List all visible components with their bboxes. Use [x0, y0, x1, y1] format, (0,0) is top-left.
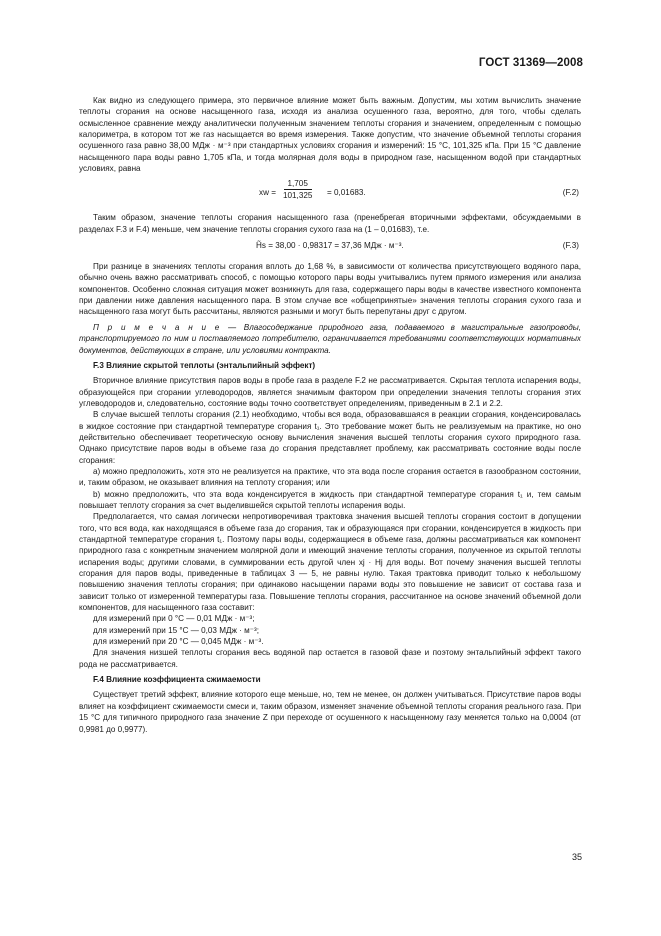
fraction [283, 178, 312, 201]
fraction-numerator: 1,705 [284, 178, 312, 190]
paragraph: Таким образом, значение теплоты сгорания насыщенного газа (пренебрегая вторичными эффектами, обсуждаемыми в разделах F.3 и F.4) меньше, чем значение теплоты сгорания сухого газа на (1 – 0,01683), т.е. [79, 213, 581, 234]
fraction-denominator: 101,325 [283, 191, 313, 201]
list-item-a: а) можно предположить, хотя это не реализуется на практике, что эта вода после сгорания остается в газообразном состоянии, и, таким образом, не оказывает влияния на теплоту сгорания; или [79, 466, 581, 488]
paragraph: В случае высшей теплоты сгорания (2.1) необходимо, чтобы вся вода, образовавшаяся в реакции сгорания, конденсировалась в жидкое состояние при стандартной температуре сгорания t₁. Это требование может быть не реализуемым на практике, но оно действительно обеспечивает теоретическую основу вычисления значения высшей теплоты сгорания сухого природного газа. Однако присутствие паров воды в объеме газа до сгорания представляет проблему, как рассматривать состояние воды после сгорания: [79, 410, 581, 465]
list-item: для измерений при 15 °С — 0,03 МДж · м⁻³; [93, 625, 259, 635]
formula-f3 [79, 239, 581, 253]
formula-f2 [79, 178, 581, 208]
page-number: 35 [571, 852, 582, 862]
formula-variable: xw = [259, 188, 276, 198]
list-item-b: b) можно предположить, что эта вода конденсируется в жидкость при стандартной температуре сгорания t₁ и, тем самым повышает теплоту сгорания за счет выделившейся скрытой теплоты испарения воды. [79, 489, 581, 510]
formula-number: (F.2) [562, 188, 579, 198]
formula-result: = 0,01683. [327, 188, 366, 198]
note [79, 322, 581, 356]
paragraph: При разнице в значениях теплоты сгорания вплоть до 1,68 %, в зависимости от количества присутствующего водяного пара, обычно очень важно рассматривать способ, с помощью которого пары воды учитывались путем прямого измерения или анализа компонентов. Особенно сложная ситуация может возникнуть для газа, содержащего пары воды в качестве известного компонента при давлении ниже давления насыщенного пара. В этом случае все «общепринятые» значения теплоты сгорания сухого газа и насыщенного газа могут быть рассчитаны, являются разными и могут быть перепутаны друг с другом. [79, 262, 581, 317]
note-label: П р и м е ч а н и е — [93, 322, 238, 332]
section-heading-f4: F.4 Влияние коэффициента сжимаемости [93, 675, 261, 685]
paragraph: Существует третий эффект, влияние которого еще меньше, но, тем не менее, он должен учитываться. Присутствие паров воды влияет на коэффициент сжимаемости смеси и, таким образом, изменяет значение объемной теплоты сгорания реального газа. При 15 °С для типичного природного газа значение Z при переходе от осушенного к насыщенному газу меняется только на 0,0004 (от 0,9981 до 0,9977). [79, 690, 581, 734]
document-body [79, 95, 581, 735]
note-text: Влагосодержание природного газа, подаваемого в магистральные газопроводы, транспортируемого по ним и поставляемого потребителю, ограничивается требованиями соответствующих нормативных документов, действующих в стране, или условиями контракта. [79, 322, 582, 355]
paragraph: Предполагается, что самая логически непротиворечивая трактовка значения высшей теплоты сгорания состоит в допущении того, что вся вода, как находящаяся в объеме газа до сгорания, так и образующаяся при сгорании, конденсируется в жидкость при стандартной температуре сгорания t₁. Поэтому пары воды, содержащиеся в объеме газа, должны рассматриваться как компонент природного газа с конкретным значением молярной доли и имеющий значение теплоты сгорания, полученное из скрытой теплоты испарения воды; другими словами, в суммировании есть другой член xj · Hj для воды. Вот почему значения высшей теплоты сгорания для паров воды, приведенные в таблицах 3 — 5, не равны нулю. Такая трактовка приводит только к небольшому повышению значения теплоты сгорания; при одинаково насыщении парами воды это повышение не зависит от состава газа и зависит только от измеренной температуры газа. Повышение теплоты сгорания, рассчитанное на основе значений объемной доли компонентов, для насыщенного газа составит: [79, 512, 581, 613]
paragraph: Для значения низшей теплоты сгорания весь водяной пар остается в газовой фазе и поэтому энтальпийный эффект такого рода не рассматривается. [79, 648, 581, 669]
list-item: для измерений при 0 °С — 0,01 МДж · м⁻³; [93, 614, 255, 624]
paragraph: Как видно из следующего примера, это первичное влияние может быть важным. Допустим, мы хотим вычислить значение теплоты сгорания на основе насыщенного газа, исходя из анализа осушенного газа, вероятно, для того, чтобы сделать осмысленное сравнение между аналитически полученным значением теплоты сгорания и значением, определенным с помощью калориметра, в котором тот же газ насыщается во время измерения. Также допустим, что значение объемной теплоты сгорания осушенного газа равно 38,00 МДж · м⁻³ при стандартных условиях сгорания и измерений: 15 °С, 101,325 кПа. При 15 °С давление насыщенного пара воды равно 1,705 кПа, и тогда молярная доля воды в природном газе, насыщенном водой при стандартных условиях, равна [79, 96, 581, 174]
standard-header: ГОСТ 31369—2008 [478, 57, 583, 69]
formula-number: (F.3) [562, 241, 579, 251]
paragraph: Вторичное влияние присутствия паров воды в пробе газа в разделе F.2 не рассматривается. Скрытая теплота испарения воды, образующейся при сгорании углеводородов, является значимым фактором при определении значения теплоты сгорания этих углеводородов и, следовательно, состояние воды точно соответствует определениям, приведенным в 2.1 и 2.2. [79, 376, 581, 408]
list-item: для измерений при 20 °С — 0,045 МДж · м⁻³. [93, 637, 264, 647]
formula-expression: H̃s = 38,00 · 0,98317 = 37,36 МДж · м⁻³. [256, 241, 404, 251]
section-heading-f3: F.3 Влияние скрытой теплоты (энтальпийный эффект) [93, 360, 316, 370]
